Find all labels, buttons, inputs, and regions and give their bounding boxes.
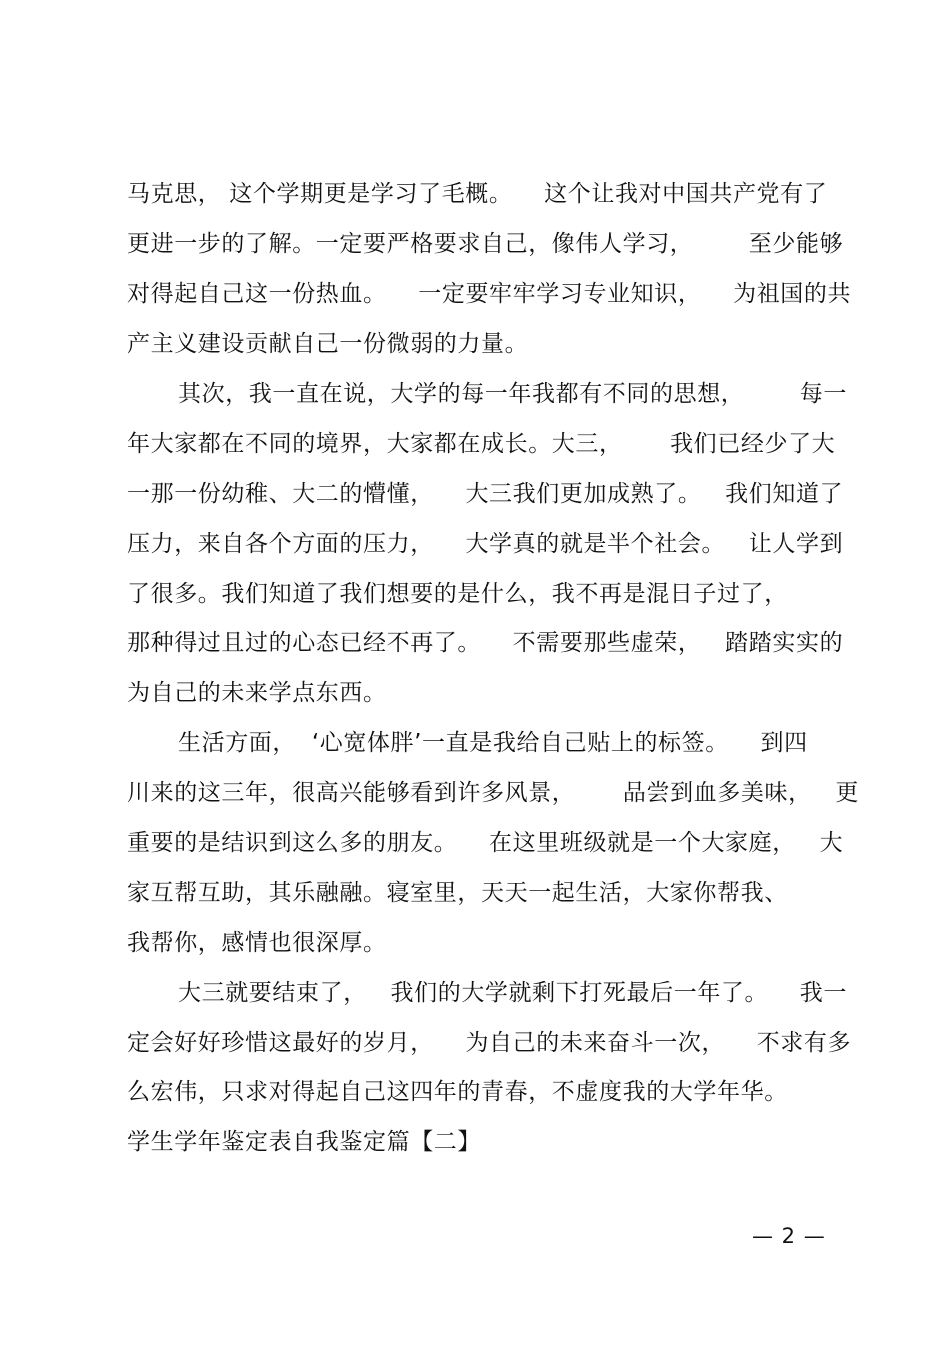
paragraph-first-line: 其次，我一直在说，大学的每一年我都有不同的思想， 每一 bbox=[178, 381, 847, 407]
text-line: 了很多。我们知道了我们想要的是什么，我不再是混日子过了， bbox=[127, 581, 788, 607]
section-heading: 学生学年鉴定表自我鉴定篇【二】 bbox=[127, 1129, 481, 1155]
text-line: 川来的这三年，很高兴能够看到许多风景， 品尝到血多美味， 更 bbox=[127, 780, 859, 806]
text-line: 马克思， 这个学期更是学习了毛概。 这个让我对中国共产党有了 bbox=[127, 181, 828, 207]
text-line: 那种得过且过的心态已经不再了。 不需要那些虚荣， 踏踏实实的 bbox=[127, 630, 844, 656]
text-line: 定会好好珍惜这最好的岁月， 为自己的未来奋斗一次， 不求有多 bbox=[127, 1030, 852, 1056]
text-line: 重要的是结识到这么多的朋友。 在这里班级就是一个大家庭， 大 bbox=[127, 830, 844, 856]
paragraph-first-line: 大三就要结束了， 我们的大学就剩下打死最后一年了。 我一 bbox=[178, 980, 847, 1006]
paragraph-first-line: 生活方面， ‘心宽体胖’一直是我给自己贴上的标签。 到四 bbox=[178, 730, 808, 756]
text-line: 为自己的未来学点东西。 bbox=[127, 680, 387, 706]
text-line: 更进一步的了解。一定要严格要求自己，像伟人学习， 至少能够 bbox=[127, 231, 844, 257]
text-line: 一那一份幼稚、大二的懵懂， 大三我们更加成熟了。 我们知道了 bbox=[127, 481, 844, 507]
text-line: 压力，来自各个方面的压力， 大学真的就是半个社会。 让人学到 bbox=[127, 531, 844, 557]
text-line: 年大家都在不同的境界，大家都在成长。大三， 我们已经少了大 bbox=[127, 431, 836, 457]
text-line: 我帮你，感情也很深厚。 bbox=[127, 930, 387, 956]
page-number: — 2 — bbox=[752, 1224, 826, 1248]
text-line: 对得起自己这一份热血。 一定要牢牢学习专业知识， 为祖国的共 bbox=[127, 281, 852, 307]
text-line: 家互帮互助，其乐融融。寝室里，天天一起生活，大家你帮我、 bbox=[127, 880, 788, 906]
text-line: 产主义建设贡献自己一份微弱的力量。 bbox=[127, 331, 529, 357]
text-line: 么宏伟，只求对得起自己这四年的青春，不虚度我的大学年华。 bbox=[127, 1079, 788, 1105]
